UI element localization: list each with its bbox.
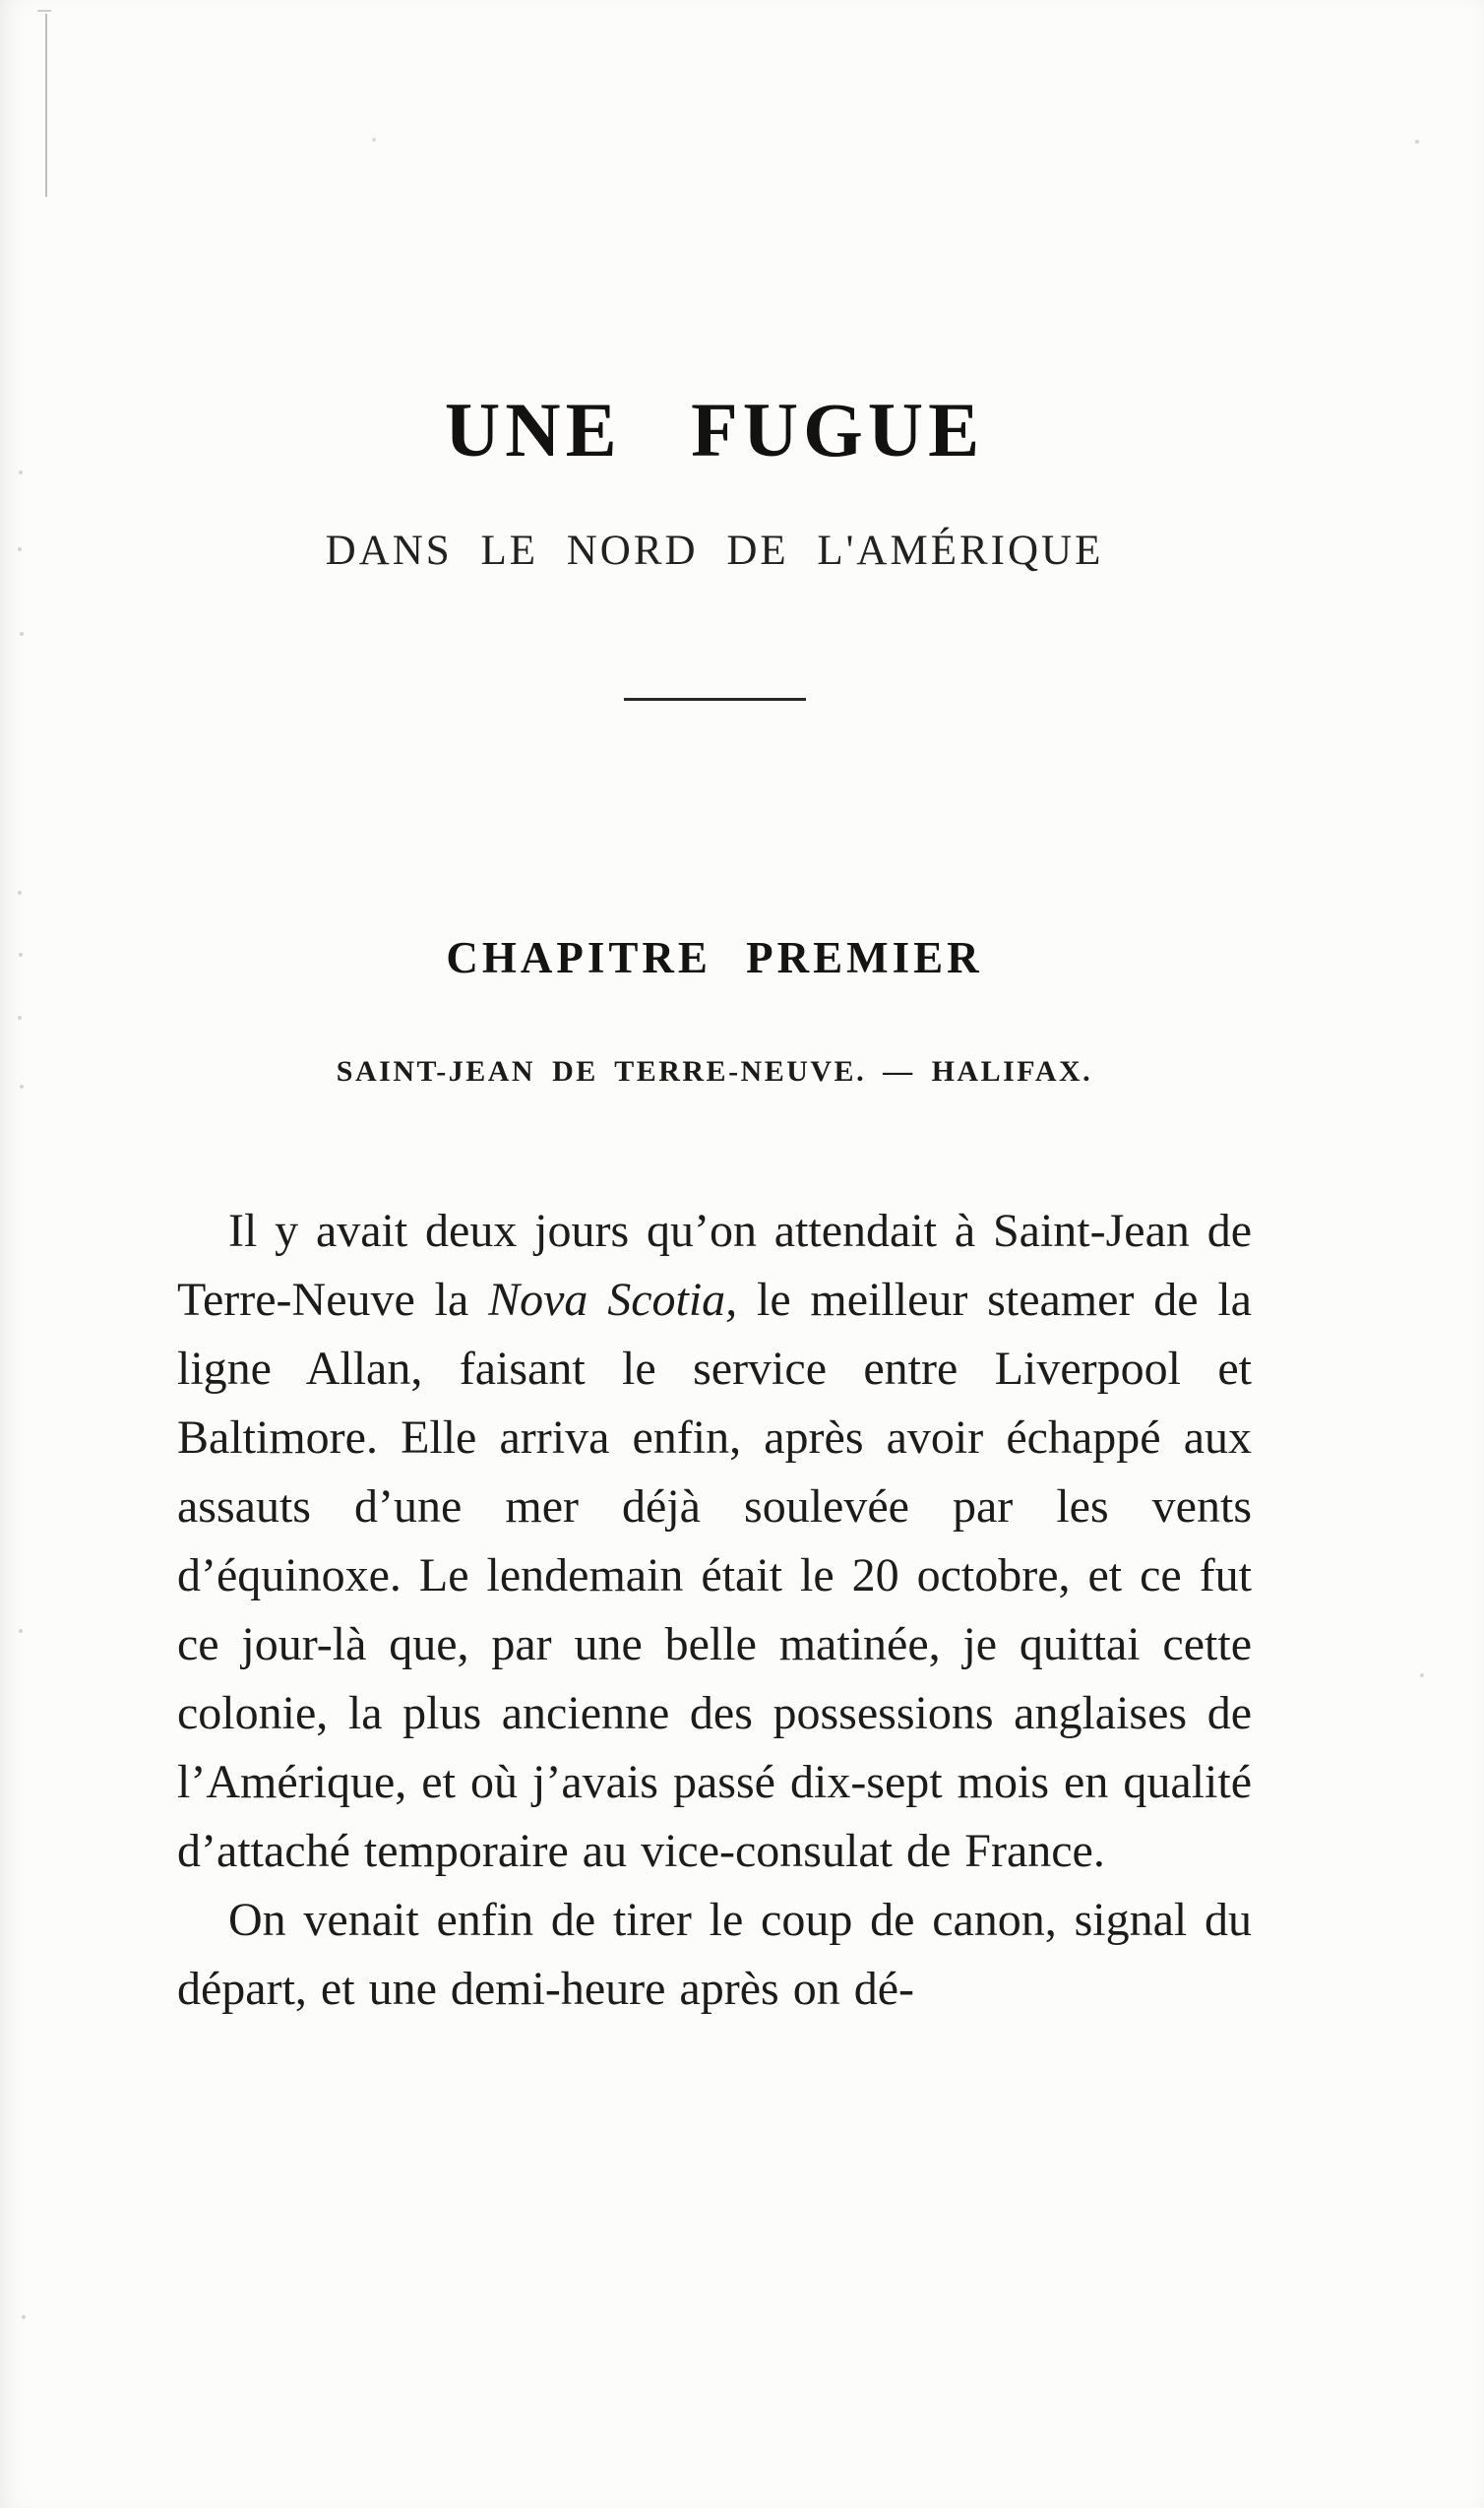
scan-artifact-dot — [19, 953, 23, 957]
scan-artifact-tick — [37, 10, 51, 12]
text-segment-italic: Nova Scotia, — [488, 1274, 738, 1326]
book-title: UNE FUGUE — [444, 387, 985, 472]
scan-artifact-dot — [19, 1629, 23, 1633]
scan-artifact-dot — [19, 470, 23, 474]
text-segment: le meilleur steamer de la ligne Allan, faisant le service entre Liverpool et Baltimore. Elle arriva enfin, après avoir échappé aux assauts d’une mer déjà soulevée par les vents d’équinoxe. Le lendemain était le 20 octobre, et ce fut ce jour-là que, par une belle matinée, je quittai cette colonie, la plus ancienne des possessions anglaises de l’Amérique, et où j’avais passé dix-sept mois en qualité d’attaché temporaire au vice-consulat de France. — [177, 1274, 1252, 1877]
scan-artifact-dot — [18, 1016, 22, 1020]
book-subtitle: DANS LE NORD DE L'AMÉRIQUE — [325, 528, 1104, 574]
scan-artifact-dot — [1415, 140, 1419, 144]
scan-artifact-dot — [18, 547, 22, 551]
scan-artifact-dot — [22, 2315, 26, 2319]
paragraph-2 — [177, 1886, 1252, 2024]
scan-artifact-dot — [1420, 1673, 1424, 1677]
text-segment: On venait enfin de tirer le coup de canon, signal du départ, et une demi-heure après on dé- — [177, 1894, 1252, 2015]
body-text — [177, 1197, 1252, 2024]
chapter-subtitle: SAINT-JEAN DE TERRE-NEUVE. — HALIFAX. — [336, 1055, 1093, 1088]
divider-rule — [624, 698, 806, 701]
scan-artifact-line — [45, 14, 47, 197]
scan-artifact-dot — [20, 1085, 24, 1089]
page-content — [177, 0, 1252, 2024]
text-segment: Il y avait deux jours qu’on attendait à Saint-Jean de Terre-Neuve la — [177, 1205, 1252, 1326]
paragraph-1 — [177, 1197, 1252, 1886]
scan-artifact-dot — [20, 632, 24, 636]
scan-artifact-dot — [18, 891, 22, 895]
chapter-heading: CHAPITRE PREMIER — [446, 933, 983, 982]
